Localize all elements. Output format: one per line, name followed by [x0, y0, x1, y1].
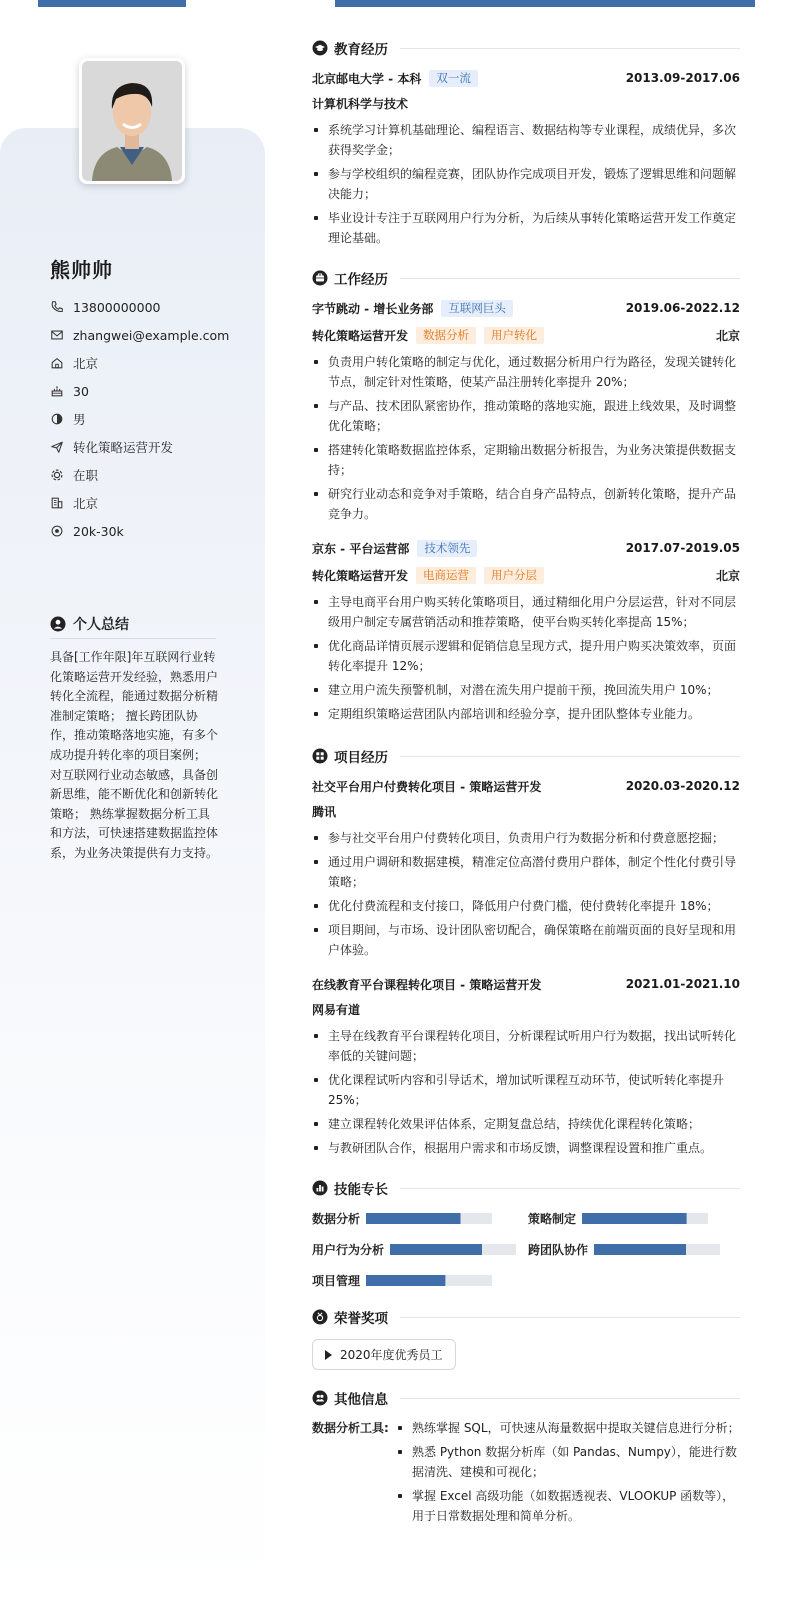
skill-name: 策略制定 [528, 1212, 577, 1226]
status-icon [50, 468, 64, 482]
skill-bar-fill [582, 1213, 687, 1224]
list-item: 优化商品详情页展示逻辑和促销信息呈现方式，提升用户购买决策效率，页面转化率提升 12%； [312, 636, 740, 676]
work-title: 工作经历 [334, 272, 388, 288]
projects-divider [400, 756, 740, 757]
other-info-row [312, 1418, 740, 1530]
list-item: 参与学校组织的编程竞赛，团队协作完成项目开发，锻炼了逻辑思维和问题解决能力； [312, 164, 740, 204]
other-section [312, 1388, 740, 1530]
skill-bar [390, 1244, 516, 1255]
info-city-value: 北京 [73, 496, 99, 511]
contact-info [50, 293, 229, 545]
gender-icon [50, 412, 64, 426]
info-gender-value: 男 [73, 412, 86, 427]
skills-title: 技能专长 [334, 1182, 388, 1198]
education-date: 2013.09-2017.06 [625, 71, 740, 85]
skill-item [312, 1208, 528, 1229]
info-location-value: 北京 [73, 356, 99, 371]
job-role: 转化策略运营开发 [312, 328, 409, 343]
list-item: 主导电商平台用户购买转化策略项目，通过精细化用户分层运营，针对不同层级用户制定专属营销活动和推荐策略，使平台购买转化率提高 15%； [312, 592, 740, 632]
list-item: 项目期间，与市场、设计团队密切配合，确保策略在前端页面的良好呈现和用户体验。 [312, 920, 740, 960]
work-section [312, 268, 740, 724]
skill-bar [594, 1244, 720, 1255]
info-position-value: 转化策略运营开发 [73, 440, 174, 455]
job-date: 2019.06-2022.12 [625, 301, 740, 315]
project-bullets [312, 1026, 740, 1158]
info-gender [50, 405, 229, 433]
project-entry [312, 974, 740, 1158]
skill-bar [366, 1213, 492, 1224]
info-position [50, 433, 229, 461]
job-entry [312, 538, 740, 724]
main-content [312, 38, 740, 1530]
skills-grid [312, 1208, 740, 1291]
info-email-value: zhangwei@example.com [73, 327, 230, 343]
honors-title: 荣誉奖项 [334, 1311, 388, 1327]
job-bullets [312, 592, 740, 724]
honors-section [312, 1307, 740, 1370]
list-item: 搭建转化策略数据监控体系，定期输出数据分析报告，为业务决策提供数据支持； [312, 440, 740, 480]
list-item: 与教研团队合作，根据用户需求和市场反馈，调整课程设置和推广重点。 [312, 1138, 740, 1158]
skill-item [312, 1270, 528, 1291]
projects-section [312, 746, 740, 1158]
info-phone-value: 13800000000 [73, 299, 161, 315]
list-item: 与产品、技术团队紧密协作，推动策略的落地实施，跟进上线效果，及时调整优化策略； [312, 396, 740, 436]
project-date: 2020.03-2020.12 [625, 779, 740, 793]
skill-bar-fill [390, 1244, 482, 1255]
list-item: 系统学习计算机基础理论、编程语言、数据结构等专业课程，成绩优异，多次获得奖学金； [312, 120, 740, 160]
list-item: 通过用户调研和数据建模，精准定位高潜付费用户群体，制定个性化付费引导策略； [312, 852, 740, 892]
skill-item [528, 1208, 738, 1229]
info-location [50, 349, 229, 377]
avatar-photo [82, 61, 182, 181]
summary-heading [50, 614, 129, 634]
role-tag: 数据分析 [416, 327, 476, 344]
company-tag: 技术领先 [417, 540, 477, 557]
skill-bar-fill [366, 1275, 445, 1286]
skills-heading [312, 1178, 740, 1198]
job-entry [312, 298, 740, 524]
list-item: 建立用户流失预警机制，对潜在流失用户提前干预，挽回流失用户 10%； [312, 680, 740, 700]
job-company: 京东 - 平台运营部 [312, 541, 410, 556]
info-status [50, 461, 229, 489]
job-header-row [312, 298, 740, 318]
project-name: 在线教育平台课程转化项目 - 策略运营开发 [312, 977, 542, 992]
send-icon [50, 440, 64, 454]
job-header-row [312, 538, 740, 558]
project-entry [312, 776, 740, 960]
education-major: 计算机科学与技术 [312, 96, 409, 111]
project-header-row [312, 776, 740, 796]
home-icon [50, 356, 64, 370]
list-item: 熟练掌握 SQL，可快速从海量数据中提取关键信息进行分析； [396, 1418, 740, 1438]
summary-divider [50, 638, 216, 639]
list-item: 主导在线教育平台课程转化项目，分析课程试听用户行为数据，找出试听转化率低的关键问题； [312, 1026, 740, 1066]
work-heading [312, 268, 740, 288]
medal-icon [312, 1309, 328, 1325]
skill-item [528, 1239, 738, 1260]
info-age-value: 30 [73, 383, 89, 399]
profile-name: 熊帅帅 [50, 258, 113, 282]
project-header-row [312, 974, 740, 994]
education-section [312, 38, 740, 248]
skills-section [312, 1178, 740, 1291]
project-org: 腾讯 [312, 804, 337, 819]
info-phone [50, 293, 229, 321]
skill-bar [582, 1213, 708, 1224]
job-bullets [312, 352, 740, 524]
info-salary [50, 517, 229, 545]
list-item: 毕业设计专注于互联网用户行为分析，为后续从事转化策略运营开发工作奠定理论基础。 [312, 208, 740, 248]
school-tag: 双一流 [429, 70, 478, 87]
skill-name: 用户行为分析 [312, 1243, 385, 1257]
job-city: 北京 [715, 568, 740, 583]
list-item: 参与社交平台用户付费转化项目，负责用户行为数据分析和付费意愿挖掘； [312, 828, 740, 848]
education-title: 教育经历 [334, 42, 388, 58]
award-name: 2020年度优秀员工 [340, 1348, 443, 1362]
school-name: 北京邮电大学 - 本科 [312, 71, 422, 86]
job-role-row [312, 565, 740, 585]
job-role: 转化策略运营开发 [312, 568, 409, 583]
list-item: 优化付费流程和支付接口，降低用户付费门槛，使付费转化率提升 18%； [312, 896, 740, 916]
other-title: 其他信息 [334, 1392, 388, 1408]
top-accent-bar-left [38, 0, 186, 7]
projects-title: 项目经历 [334, 750, 388, 766]
list-item: 优化课程试听内容和引导话术，增加试听课程互动环节，使试听转化率提升 25%； [312, 1070, 740, 1110]
project-date: 2021.01-2021.10 [625, 977, 740, 991]
skill-bar-fill [366, 1213, 461, 1224]
top-accent-bar-right [335, 0, 755, 7]
other-bullets [396, 1418, 740, 1530]
skill-name: 项目管理 [312, 1274, 361, 1288]
role-tag: 电商运营 [416, 567, 476, 584]
education-divider [400, 48, 740, 49]
company-tag: 互联网巨头 [441, 300, 513, 317]
info-age [50, 377, 229, 405]
skill-name: 数据分析 [312, 1212, 361, 1226]
summary-text: 具备[工作年限]年互联网行业转化策略运营开发经验，熟悉用户转化全流程，能通过数据分析精准制定策略； 擅长跨团队协作，推动策略落地实施，有多个成功提升转化率的项目案例； 对互联网行业动态敏感，具备创新思维，能不断优化和创新转化策略； 熟练掌握数据分析工具和方法，可快速搭建数据监控体系，为业务决策提供有力支持。 [50, 650, 219, 860]
education-bullets [312, 120, 740, 248]
phone-icon [50, 300, 64, 314]
job-company: 字节跳动 - 增长业务部 [312, 301, 434, 316]
other-key: 数据分析工具: [312, 1421, 389, 1435]
project-name: 社交平台用户付费转化项目 - 策略运营开发 [312, 779, 542, 794]
other-divider [400, 1398, 740, 1399]
job-role-row [312, 325, 740, 345]
cake-icon [50, 384, 64, 398]
mail-icon [50, 328, 64, 342]
list-item: 建立课程转化效果评估体系，定期复盘总结，持续优化课程转化策略； [312, 1114, 740, 1134]
honors-divider [400, 1317, 740, 1318]
award-badge [312, 1339, 456, 1370]
user-circle-icon [50, 616, 66, 632]
job-date: 2017.07-2019.05 [625, 541, 740, 555]
honors-heading [312, 1307, 740, 1327]
info-email [50, 321, 229, 349]
graduation-cap-icon [312, 40, 328, 56]
list-item: 研究行业动态和竞争对手策略，结合自身产品特点，创新转化策略，提升产品竞争力。 [312, 484, 740, 524]
role-tag: 用户分层 [484, 567, 544, 584]
skill-name: 跨团队协作 [528, 1243, 589, 1257]
list-item: 负责用户转化策略的制定与优化，通过数据分析用户行为路径，发现关键转化节点，制定针对性策略，使某产品注册转化率提升 20%； [312, 352, 740, 392]
skill-item [312, 1239, 528, 1260]
info-salary-value: 20k-30k [73, 523, 124, 539]
education-heading [312, 38, 740, 58]
info-city [50, 489, 229, 517]
project-bullets [312, 828, 740, 960]
list-item: 掌握 Excel 高级功能（如数据透视表、VLOOKUP 函数等），用于日常数据处理和简单分析。 [396, 1486, 740, 1526]
skill-bar [366, 1275, 492, 1286]
list-item: 定期组织策略运营团队内部培训和经验分享，提升团队整体专业能力。 [312, 704, 740, 724]
grid-icon [312, 748, 328, 764]
role-tag: 用户转化 [484, 327, 544, 344]
skill-bar-fill [594, 1244, 686, 1255]
briefcase-icon [312, 270, 328, 286]
project-org: 网易有道 [312, 1002, 361, 1017]
people-icon [312, 1390, 328, 1406]
education-header-row [312, 68, 740, 88]
summary-title: 个人总结 [73, 617, 129, 633]
work-divider [400, 278, 740, 279]
play-icon [325, 1350, 332, 1360]
avatar [79, 58, 185, 184]
salary-icon [50, 524, 64, 538]
projects-heading [312, 746, 740, 766]
list-item: 熟悉 Python 数据分析库（如 Pandas、Numpy），能进行数据清洗、建模和可视化； [396, 1442, 740, 1482]
info-status-value: 在职 [73, 468, 99, 483]
job-city: 北京 [715, 328, 740, 343]
other-heading [312, 1388, 740, 1408]
building-icon [50, 496, 64, 510]
skills-divider [400, 1188, 740, 1189]
bar-chart-icon [312, 1180, 328, 1196]
